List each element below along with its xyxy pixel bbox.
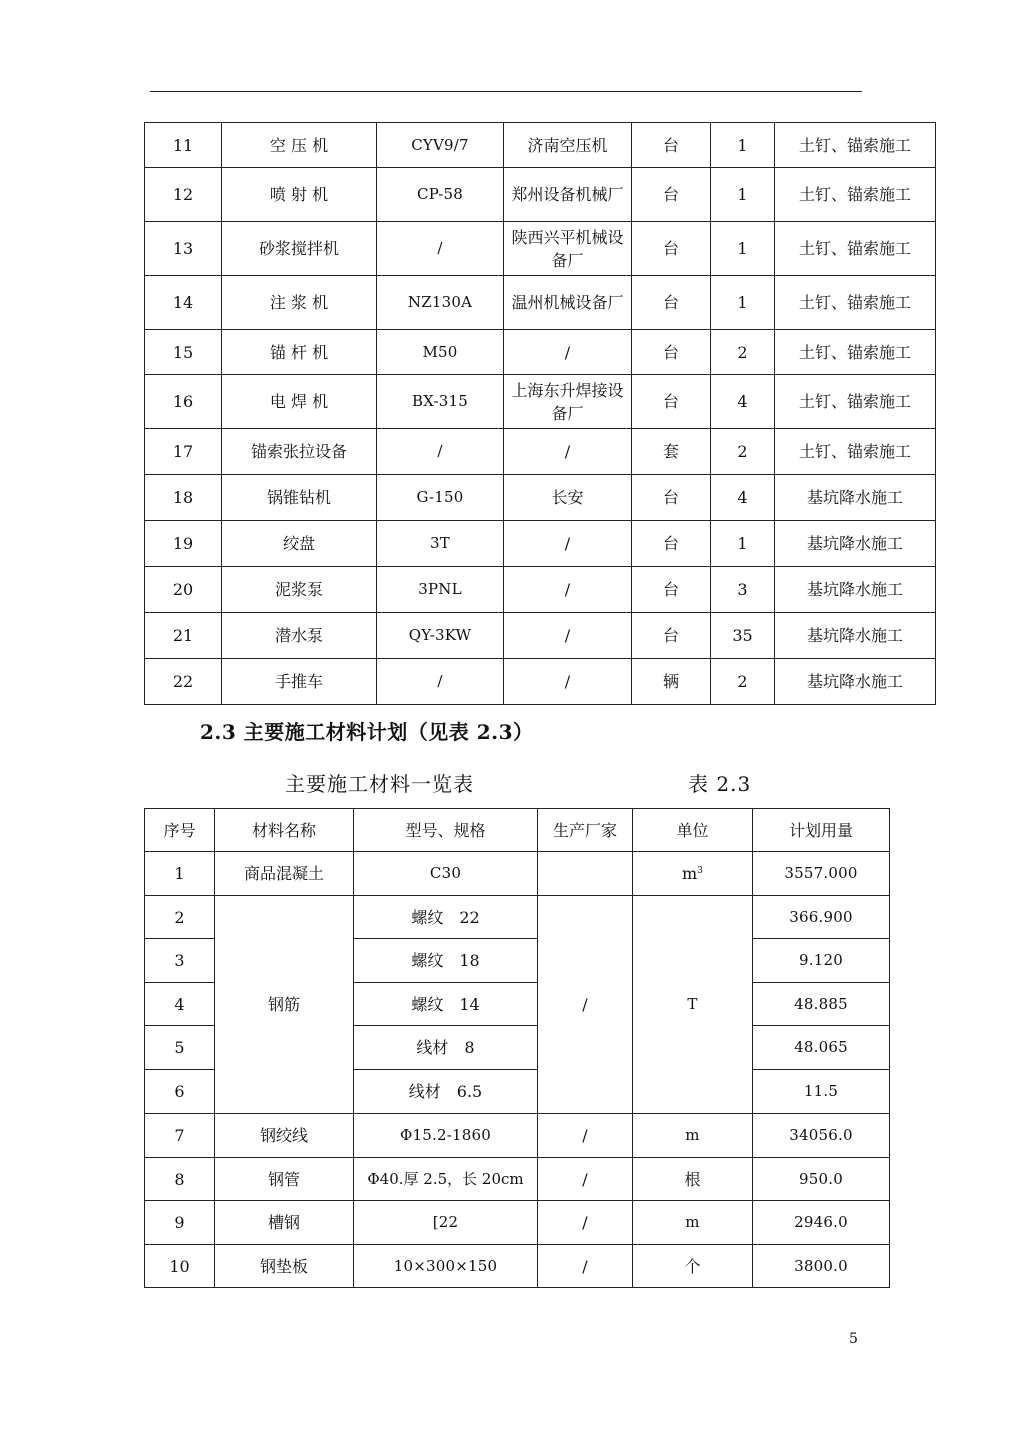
material-no: 6 [145,1070,215,1114]
equip-no: 14 [145,276,222,330]
equip-model: CP-58 [377,168,504,222]
equip-name: 空 压 机 [222,123,377,168]
equip-name: 锚 杆 机 [222,330,377,375]
equip-unit: 台 [632,521,711,567]
material-qty: 11.5 [753,1070,890,1114]
material-qty: 48.065 [753,1026,890,1070]
table-row [145,659,936,705]
material-maker: / [538,1245,633,1288]
equip-qty: 1 [711,123,775,168]
equip-model: CYV9/7 [377,123,504,168]
equip-name: 潜水泵 [222,613,377,659]
equip-maker: 上海东升焊接设备厂 [504,375,632,429]
equip-maker: / [504,613,632,659]
equip-unit: 台 [632,168,711,222]
material-unit: m [633,1114,753,1158]
equip-no: 16 [145,375,222,429]
equip-unit: 台 [632,330,711,375]
unit-base: m [682,864,698,883]
equip-unit: 套 [632,429,711,475]
table-row [145,168,936,222]
equip-qty: 1 [711,168,775,222]
column-header: 生产厂家 [538,809,633,852]
table-row [145,613,936,659]
material-qty: 950.0 [753,1158,890,1201]
material-maker: / [538,1158,633,1201]
equip-use: 土钉、锚索施工 [775,276,936,330]
material-no: 10 [145,1245,215,1288]
column-header: 型号、规格 [354,809,538,852]
table-header-row [145,809,890,852]
material-name: 钢筋 [215,896,354,1114]
equip-qty: 1 [711,276,775,330]
equip-use: 基坑降水施工 [775,475,936,521]
equip-name: 锅锥钻机 [222,475,377,521]
equip-unit: 台 [632,475,711,521]
material-spec: Φ15.2-1860 [354,1114,538,1158]
equip-no: 17 [145,429,222,475]
material-qty: 9.120 [753,939,890,983]
table-title: 主要施工材料一览表 [285,772,474,796]
equip-unit: 台 [632,567,711,613]
material-spec: [22 [354,1201,538,1245]
material-no: 5 [145,1026,215,1070]
equip-model: QY-3KW [377,613,504,659]
table-number: 表 2.3 [688,772,752,796]
column-header: 材料名称 [215,809,354,852]
material-spec: C30 [354,852,538,896]
equip-qty: 2 [711,330,775,375]
equip-qty: 4 [711,475,775,521]
equip-name: 泥浆泵 [222,567,377,613]
material-unit: m [633,1201,753,1245]
table-row [145,429,936,475]
table-row [145,123,936,168]
equip-name: 喷 射 机 [222,168,377,222]
material-qty: 3800.0 [753,1245,890,1288]
material-spec: 线材 6.5 [354,1070,538,1114]
equip-use: 基坑降水施工 [775,521,936,567]
column-header: 计划用量 [753,809,890,852]
equip-use: 土钉、锚索施工 [775,168,936,222]
table-row [145,896,890,939]
equip-use: 基坑降水施工 [775,613,936,659]
unit-superscript: 3 [697,866,703,876]
material-name: 槽钢 [215,1201,354,1245]
equip-no: 15 [145,330,222,375]
page-number: 5 [849,1331,858,1347]
equip-maker: 温州机械设备厂 [504,276,632,330]
equip-qty: 1 [711,521,775,567]
table-row [145,475,936,521]
equip-qty: 3 [711,567,775,613]
equip-maker: / [504,659,632,705]
equip-no: 19 [145,521,222,567]
material-no: 1 [145,852,215,896]
column-header: 单位 [633,809,753,852]
material-qty: 48.885 [753,983,890,1026]
equip-use: 土钉、锚索施工 [775,375,936,429]
material-unit: T [633,896,753,1114]
material-name: 钢垫板 [215,1245,354,1288]
equip-qty: 2 [711,659,775,705]
material-spec: 螺纹 18 [354,939,538,983]
equip-maker: 长安 [504,475,632,521]
material-no: 3 [145,939,215,983]
material-qty: 3557.000 [753,852,890,896]
material-spec: 10×300×150 [354,1245,538,1288]
equip-maker: / [504,330,632,375]
equip-name: 绞盘 [222,521,377,567]
equip-maker: / [504,521,632,567]
material-no: 9 [145,1201,215,1245]
material-qty: 2946.0 [753,1201,890,1245]
equip-use: 基坑降水施工 [775,567,936,613]
material-name: 钢管 [215,1158,354,1201]
equip-model: / [377,222,504,276]
equip-maker: / [504,567,632,613]
table-row [145,330,936,375]
equip-model: G-150 [377,475,504,521]
material-unit: 个 [633,1245,753,1288]
table-row [145,276,936,330]
table-row [145,1114,890,1158]
material-no: 7 [145,1114,215,1158]
equip-no: 18 [145,475,222,521]
material-no: 8 [145,1158,215,1201]
column-header: 序号 [145,809,215,852]
material-maker: / [538,1201,633,1245]
equip-model: 3PNL [377,567,504,613]
equip-unit: 台 [632,123,711,168]
equip-name: 锚索张拉设备 [222,429,377,475]
equip-no: 13 [145,222,222,276]
equip-maker: 郑州设备机械厂 [504,168,632,222]
equip-name: 砂浆搅拌机 [222,222,377,276]
table-row [145,852,890,896]
material-unit: 根 [633,1158,753,1201]
table-row [145,1158,890,1201]
header-rule [150,91,862,92]
table-row [145,1245,890,1288]
equip-no: 12 [145,168,222,222]
equip-maker: / [504,429,632,475]
equip-no: 11 [145,123,222,168]
material-name: 商品混凝土 [215,852,354,896]
equip-use: 土钉、锚索施工 [775,330,936,375]
equip-model: NZ130A [377,276,504,330]
equip-no: 20 [145,567,222,613]
table-row [145,222,936,276]
equip-use: 土钉、锚索施工 [775,123,936,168]
table-row [145,567,936,613]
equip-no: 21 [145,613,222,659]
equip-unit: 辆 [632,659,711,705]
equip-unit: 台 [632,222,711,276]
equip-unit: 台 [632,613,711,659]
table-row [145,1201,890,1245]
materials-table [144,808,890,1288]
material-no: 4 [145,983,215,1026]
section-heading: 2.3 主要施工材料计划（见表 2.3） [200,720,534,744]
equip-qty: 4 [711,375,775,429]
equip-use: 土钉、锚索施工 [775,429,936,475]
equip-name: 电 焊 机 [222,375,377,429]
equipment-table [144,122,936,705]
equip-name: 手推车 [222,659,377,705]
table-row [145,375,936,429]
material-qty: 366.900 [753,896,890,939]
table-row [145,521,936,567]
material-unit [633,852,753,896]
equip-model: / [377,659,504,705]
equip-model: M50 [377,330,504,375]
material-maker: / [538,896,633,1114]
material-no: 2 [145,896,215,939]
equip-unit: 台 [632,276,711,330]
material-maker: / [538,1114,633,1158]
material-spec: Φ40.厚 2.5，长 20cm [354,1158,538,1201]
equip-use: 基坑降水施工 [775,659,936,705]
equip-unit: 台 [632,375,711,429]
material-name: 钢绞线 [215,1114,354,1158]
material-spec: 螺纹 14 [354,983,538,1026]
material-maker [538,852,633,896]
equip-qty: 2 [711,429,775,475]
equip-model: / [377,429,504,475]
material-qty: 34056.0 [753,1114,890,1158]
material-spec: 螺纹 22 [354,896,538,939]
equip-maker: 陕西兴平机械设备厂 [504,222,632,276]
equip-name: 注 浆 机 [222,276,377,330]
equip-use: 土钉、锚索施工 [775,222,936,276]
equip-model: BX-315 [377,375,504,429]
equip-no: 22 [145,659,222,705]
equip-qty: 35 [711,613,775,659]
equip-qty: 1 [711,222,775,276]
equip-maker: 济南空压机 [504,123,632,168]
equip-model: 3T [377,521,504,567]
material-spec: 线材 8 [354,1026,538,1070]
